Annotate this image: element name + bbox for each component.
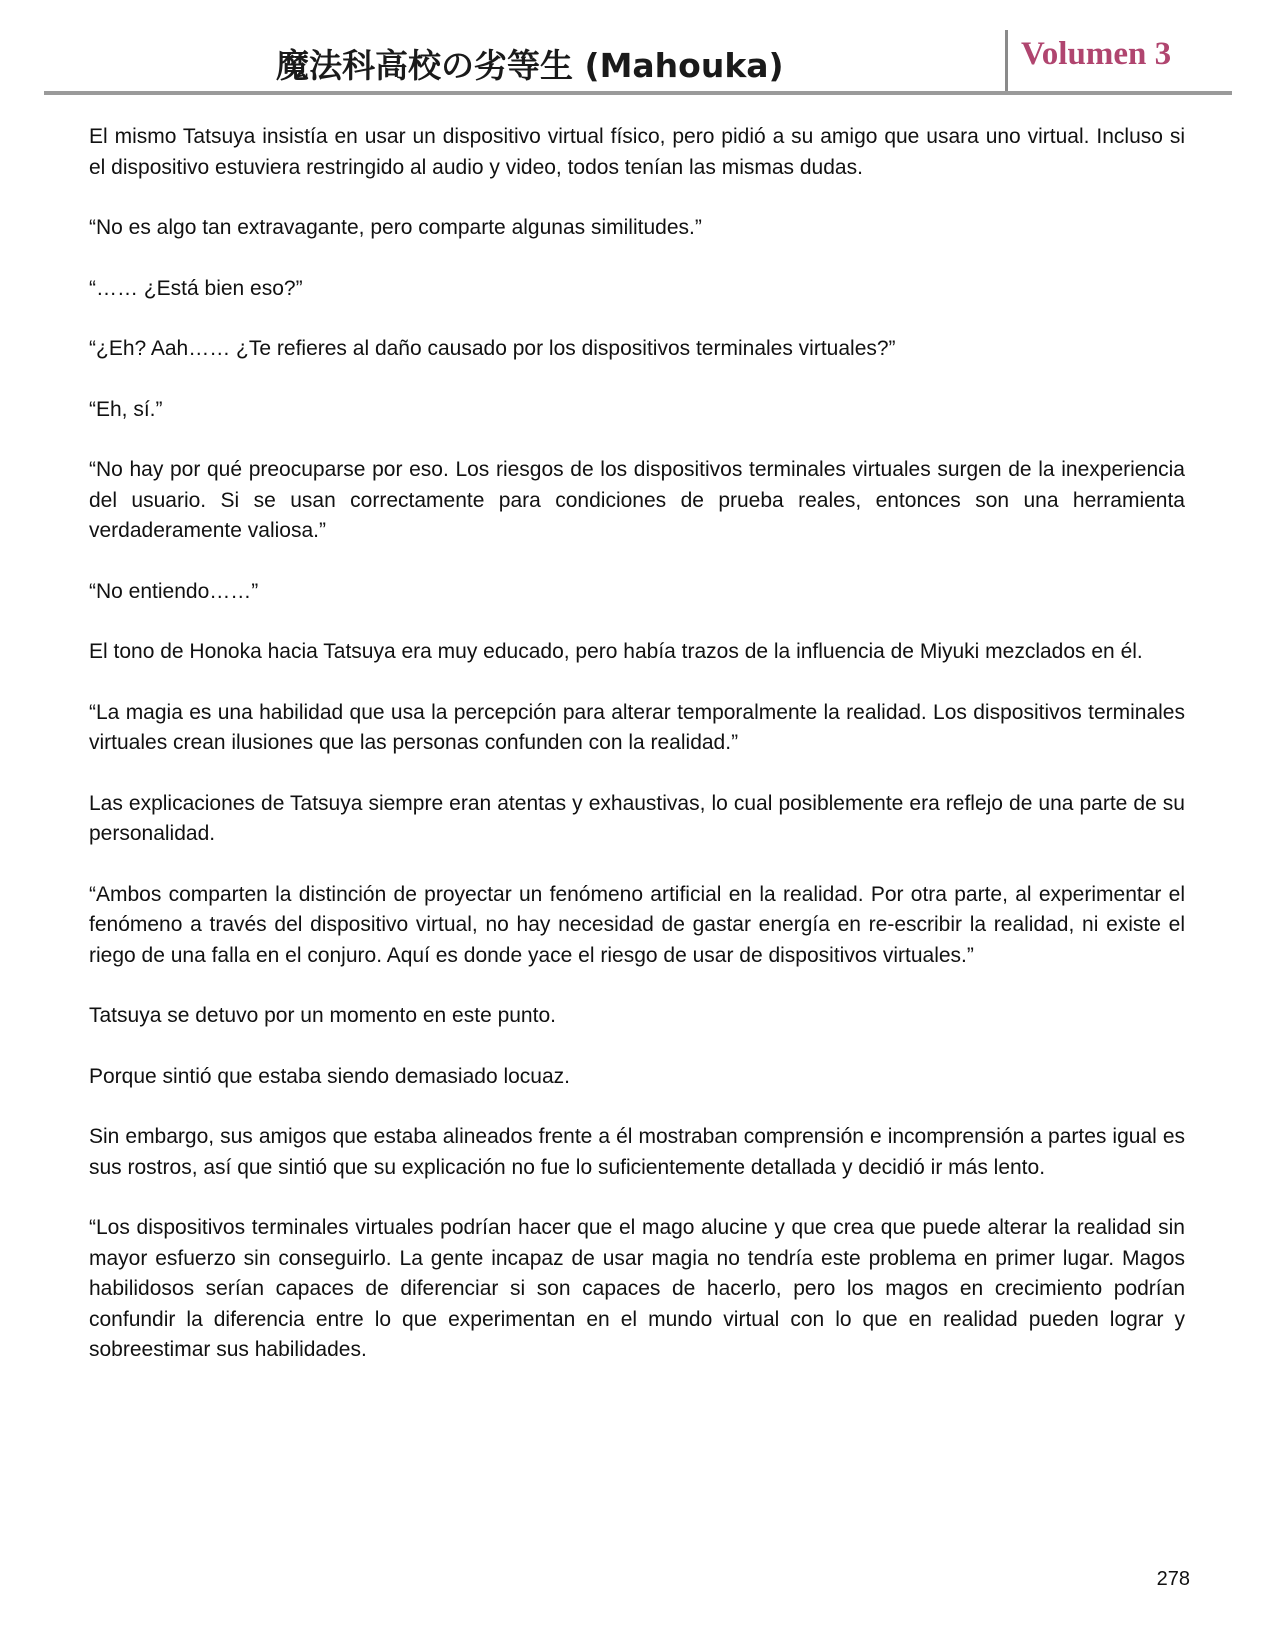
- paragraph: Sin embargo, sus amigos que estaba alineados frente a él mostraban comprensión e incomprensión a partes igual es sus rostros, así que sintió que su explicación no fue lo suficientemente detallada y decidió ir más lento.: [89, 1125, 1185, 1179]
- paragraph: “No entiendo……”: [89, 579, 259, 603]
- paragraph: “Los dispositivos terminales virtuales podrían hacer que el mago alucine y que crea que puede alterar la realidad sin mayor esfuerzo sin conseguirlo. La gente incapaz de usar magia no tendría este problema en primer lugar. Magos habilidosos serían capaces de diferenciar si son capaces de hacerlo, pero los magos en crecimiento podrían confundir la diferencia entre lo que experimentan en el mundo virtual con lo que en realidad pueden lograr y sobreestimar sus habilidades.: [89, 1216, 1185, 1361]
- paragraph: Tatsuya se detuvo por un momento en este punto.: [89, 1004, 556, 1027]
- page-body: [89, 122, 1185, 1396]
- volume-label: Volumen 3: [1021, 36, 1172, 72]
- book-title: 魔法科高校の劣等生 (Mahouka): [276, 46, 784, 85]
- paragraph: “La magia es una habilidad que usa la percepción para alterar temporalmente la realidad. Los dispositivos terminales virtuales crean ilusiones que las personas confunden con la realidad.”: [89, 700, 1185, 754]
- paragraph: “…… ¿Está bien eso?”: [89, 276, 303, 300]
- paragraph: “¿Eh? Aah…… ¿Te refieres al daño causado por los dispositivos terminales virtuales?”: [89, 337, 896, 360]
- page-number: 278: [1156, 1568, 1190, 1590]
- header-rule: [44, 91, 1232, 95]
- paragraph: “Ambos comparten la distinción de proyectar un fenómeno artificial en la realidad. Por otra parte, al experimentar el fenómeno a través del dispositivo virtual, no hay necesidad de gastar energía en re-escribir la realidad, ni existe el riego de una falla en el conjuro. Aquí es donde yace el riesgo de usar de dispositivos virtuales.”: [89, 882, 1185, 967]
- paragraph: Porque sintió que estaba siendo demasiado locuaz.: [89, 1064, 570, 1088]
- paragraph: Las explicaciones de Tatsuya siempre eran atentas y exhaustivas, lo cual posiblemente era reflejo de una parte de su personalidad.: [89, 791, 1185, 845]
- paragraph: “No hay por qué preocuparse por eso. Los riesgos de los dispositivos terminales virtuales surgen de la inexperiencia del usuario. Si se usan correctamente para condiciones de prueba reales, entonces son una herramienta verdaderamente valiosa.”: [89, 458, 1185, 542]
- paragraph: El tono de Honoka hacia Tatsuya era muy educado, pero había trazos de la influencia de Miyuki mezclados en él.: [89, 640, 1143, 663]
- paragraph: “Eh, sí.”: [89, 397, 163, 421]
- page-header: [44, 26, 1232, 94]
- header-divider: [1005, 30, 1008, 92]
- paragraph: “No es algo tan extravagante, pero comparte algunas similitudes.”: [89, 216, 702, 239]
- paragraph: El mismo Tatsuya insistía en usar un dispositivo virtual físico, pero pidió a su amigo que usara uno virtual. Incluso si el dispositivo estuviera restringido al audio y video, todos tenían las mismas dudas.: [89, 125, 1185, 179]
